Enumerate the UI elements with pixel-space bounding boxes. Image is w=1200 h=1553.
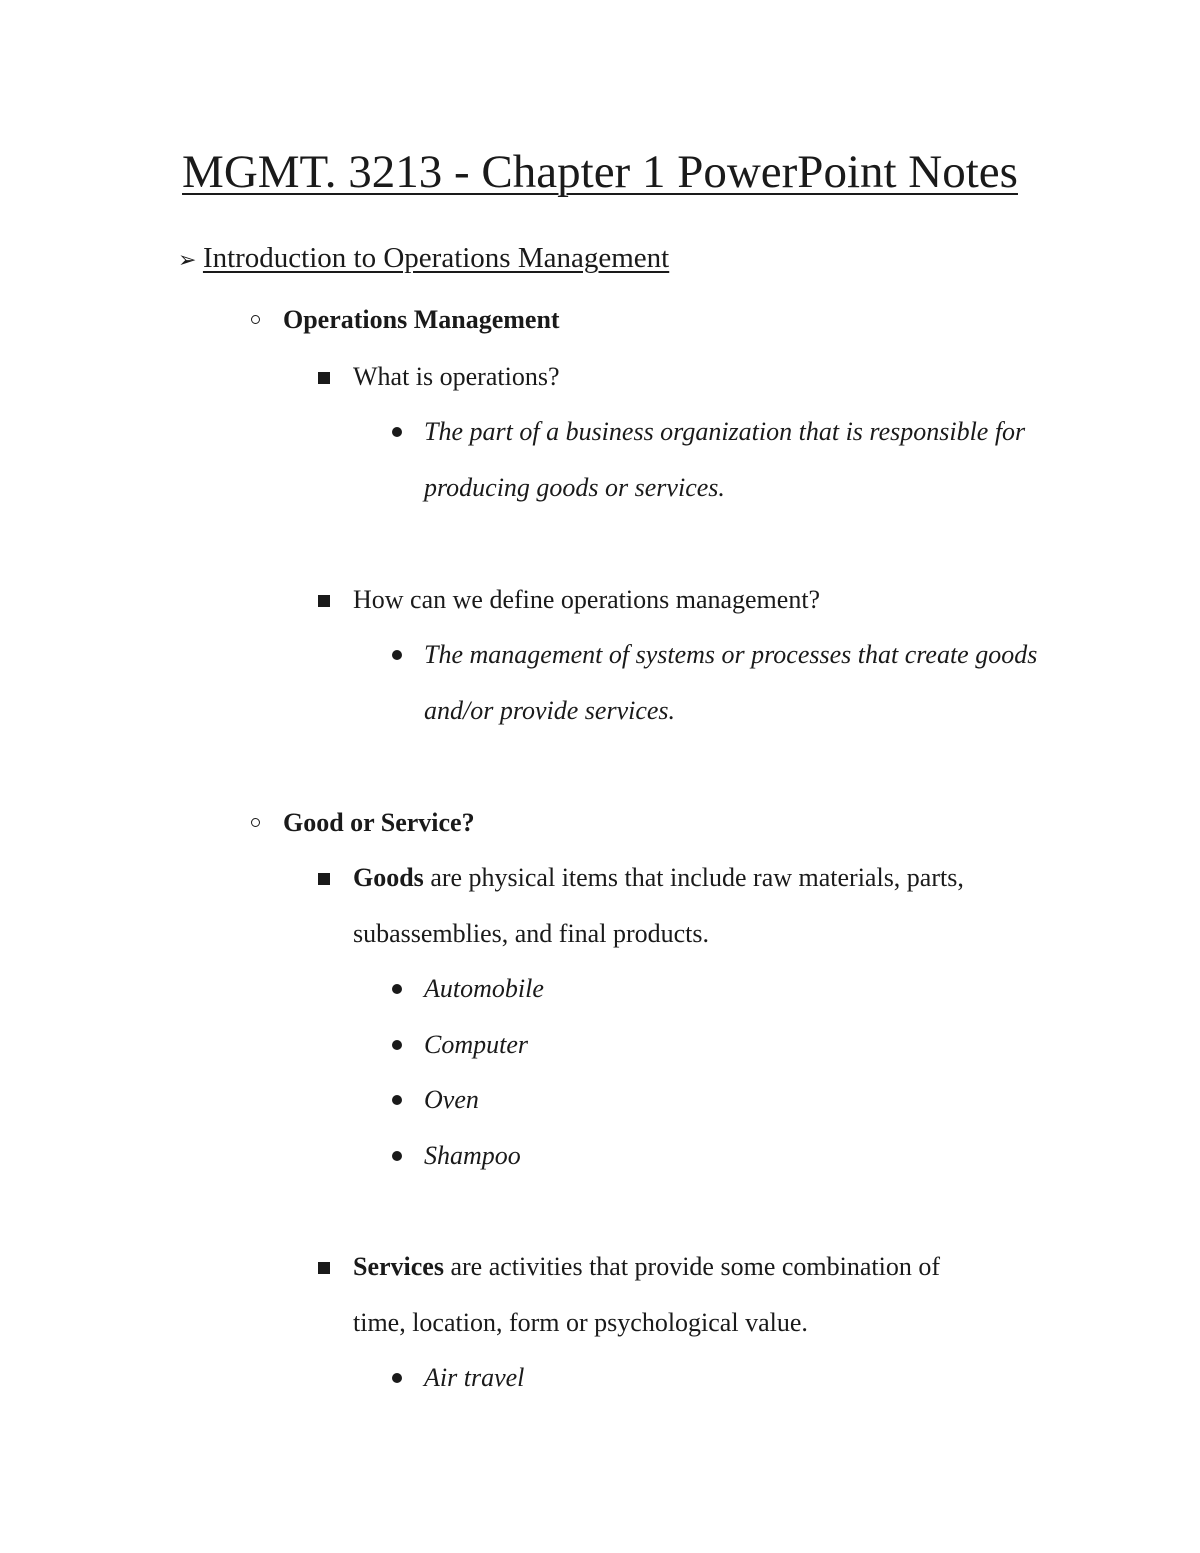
question-define-operations-management: How can we define operations management? xyxy=(353,585,821,614)
goods-example: Automobile xyxy=(424,974,544,1003)
goods-definition-cont: subassemblies, and final products. xyxy=(353,919,709,948)
filled-square-bullet-icon xyxy=(318,372,330,384)
section-intro xyxy=(178,241,669,278)
hollow-circle-bullet-icon xyxy=(251,315,260,324)
goods-definition: Goods are physical items that include raw materials, parts, xyxy=(353,863,964,892)
page-title: MGMT. 3213 - Chapter 1 PowerPoint Notes xyxy=(182,146,1018,198)
services-definition-cont: time, location, form or psychological value. xyxy=(353,1308,808,1337)
answer-line: and/or provide services. xyxy=(424,696,676,725)
filled-circle-bullet-icon xyxy=(392,1040,402,1050)
services-example: Air travel xyxy=(424,1363,525,1392)
filled-circle-bullet-icon xyxy=(392,650,402,660)
hollow-circle-bullet-icon xyxy=(251,818,260,827)
answer-line: The part of a business organization that is responsible for xyxy=(424,417,1026,446)
filled-square-bullet-icon xyxy=(318,1262,330,1274)
filled-square-bullet-icon xyxy=(318,595,330,607)
answer-line: producing goods or services. xyxy=(424,473,725,502)
goods-example: Oven xyxy=(424,1085,479,1114)
goods-example: Shampoo xyxy=(424,1141,521,1170)
goods-example: Computer xyxy=(424,1030,528,1059)
arrowhead-bullet-icon: ➢ xyxy=(178,248,197,273)
answer-line: The management of systems or processes that create goods xyxy=(424,640,1038,669)
filled-square-bullet-icon xyxy=(318,873,330,885)
question-what-is-operations: What is operations? xyxy=(353,362,560,391)
filled-circle-bullet-icon xyxy=(392,984,402,994)
subheading-good-or-service: Good or Service? xyxy=(283,808,475,837)
services-definition: Services are activities that provide some combination of xyxy=(353,1252,940,1281)
section-heading: Introduction to Operations Management xyxy=(202,242,670,274)
subheading-operations-management: Operations Management xyxy=(283,305,560,334)
filled-circle-bullet-icon xyxy=(392,1095,402,1105)
filled-circle-bullet-icon xyxy=(392,1151,402,1161)
filled-circle-bullet-icon xyxy=(392,1373,402,1383)
filled-circle-bullet-icon xyxy=(392,427,402,437)
